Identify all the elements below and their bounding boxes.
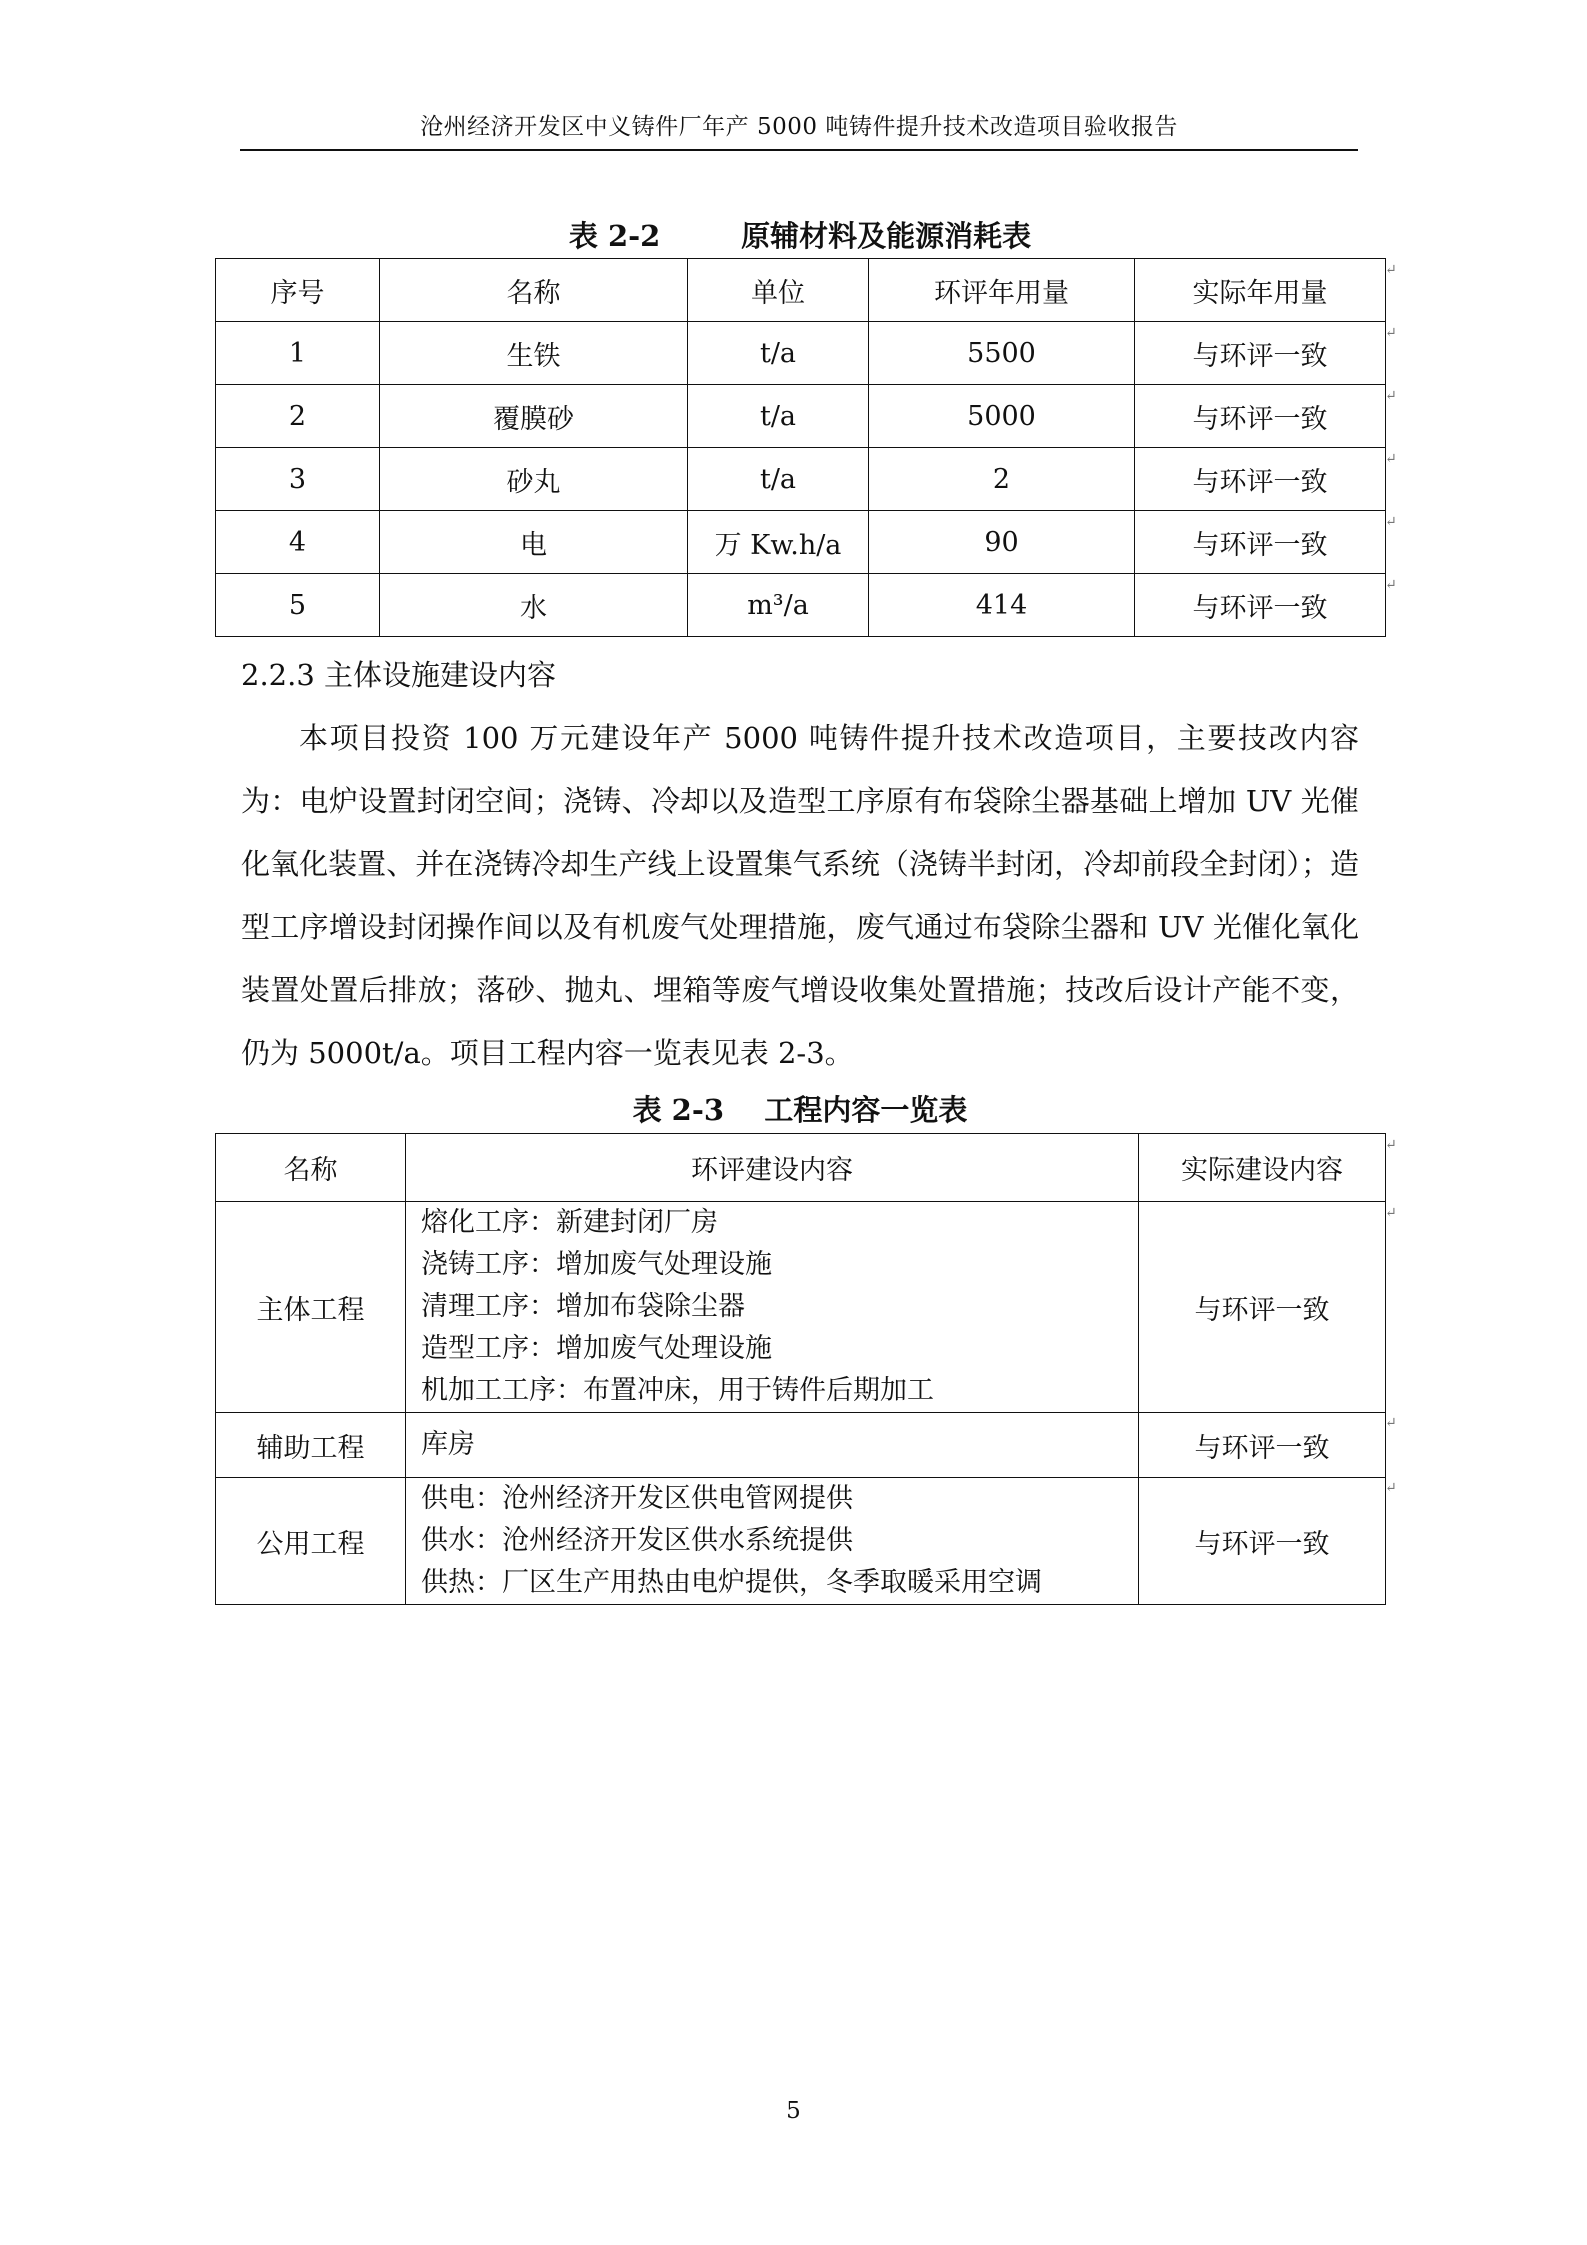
cell-planned: 5000 xyxy=(869,385,1135,448)
header-cell: 实际年用量 xyxy=(1135,259,1386,322)
cell-index: 5 xyxy=(216,574,380,637)
section-heading: 2.2.3 主体设施建设内容 xyxy=(241,658,557,692)
paragraph-mark-icon: ↵ xyxy=(1385,325,1397,341)
paragraph-mark-icon: ↵ xyxy=(1385,577,1397,593)
cell-planned: 5500 xyxy=(869,322,1135,385)
content-line: 造型工序：增加废气处理设施 xyxy=(421,1333,772,1364)
content-line: 清理工序：增加布袋除尘器 xyxy=(421,1291,745,1322)
content-line: 供电：沧州经济开发区供电管网提供 xyxy=(421,1483,853,1514)
table-row xyxy=(216,511,1386,574)
content-line: 浇铸工序：增加废气处理设施 xyxy=(421,1249,772,1280)
table-row xyxy=(216,574,1386,637)
paragraph-mark-icon: ↵ xyxy=(1385,388,1397,404)
material-energy-table xyxy=(215,258,1386,637)
paragraph-mark-icon: ↵ xyxy=(1385,1415,1397,1431)
cell-planned-content xyxy=(406,1413,1139,1478)
cell-planned: 2 xyxy=(869,448,1135,511)
cell-index: 3 xyxy=(216,448,380,511)
cell-unit: t/a xyxy=(688,448,869,511)
table-2-2-caption: 表 2-2 原辅材料及能源消耗表 xyxy=(568,219,1032,253)
cell-index: 2 xyxy=(216,385,380,448)
paragraph-mark-icon: ↵ xyxy=(1385,1137,1397,1153)
cell-actual-content: 与环评一致 xyxy=(1139,1413,1386,1478)
table-row xyxy=(216,1478,1386,1605)
page-header: 沧州经济开发区中义铸件厂年产 5000 吨铸件提升技术改造项目验收报告 xyxy=(420,114,1178,140)
cell-project-name: 主体工程 xyxy=(216,1202,406,1413)
project-content-table xyxy=(215,1133,1386,1605)
header-cell: 实际建设内容 xyxy=(1139,1134,1386,1202)
page-number: 5 xyxy=(786,2098,801,2124)
content-line: 熔化工序：新建封闭厂房 xyxy=(421,1207,718,1238)
content-line: 供水：沧州经济开发区供水系统提供 xyxy=(421,1525,853,1556)
header-rule xyxy=(240,149,1358,151)
cell-planned: 414 xyxy=(869,574,1135,637)
cell-unit: 万 Kw.h/a xyxy=(688,511,869,574)
table-header-row xyxy=(216,1134,1386,1202)
cell-actual: 与环评一致 xyxy=(1135,322,1386,385)
paragraph-mark-icon: ↵ xyxy=(1385,1480,1397,1496)
cell-actual-content: 与环评一致 xyxy=(1139,1478,1386,1605)
cell-actual: 与环评一致 xyxy=(1135,385,1386,448)
cell-unit: t/a xyxy=(688,385,869,448)
content-line: 库房 xyxy=(421,1429,475,1460)
cell-name: 水 xyxy=(380,574,688,637)
header-cell: 名称 xyxy=(216,1134,406,1202)
cell-index: 1 xyxy=(216,322,380,385)
cell-name: 生铁 xyxy=(380,322,688,385)
header-cell: 名称 xyxy=(380,259,688,322)
cell-name: 覆膜砂 xyxy=(380,385,688,448)
cell-project-name: 公用工程 xyxy=(216,1478,406,1605)
cell-index: 4 xyxy=(216,511,380,574)
table-header-row xyxy=(216,259,1386,322)
header-cell: 序号 xyxy=(216,259,380,322)
cell-actual: 与环评一致 xyxy=(1135,511,1386,574)
cell-planned-content xyxy=(406,1202,1139,1413)
header-cell: 单位 xyxy=(688,259,869,322)
table-row xyxy=(216,322,1386,385)
cell-actual: 与环评一致 xyxy=(1135,574,1386,637)
paragraph-mark-icon: ↵ xyxy=(1385,514,1397,530)
cell-planned-content xyxy=(406,1478,1139,1605)
table-row xyxy=(216,385,1386,448)
content-line: 供热：厂区生产用热由电炉提供，冬季取暖采用空调 xyxy=(421,1567,1042,1598)
table-row xyxy=(216,448,1386,511)
table-row xyxy=(216,1413,1386,1478)
table-2-3-caption: 表 2-3 工程内容一览表 xyxy=(632,1093,968,1127)
body-paragraph: 本项目投资 100 万元建设年产 5000 吨铸件提升技术改造项目，主要技改内容为：电炉设置封闭空间；浇铸、冷却以及造型工序原有布袋除尘器基础上增加 UV 光催化氧化装置、并在浇铸冷却生产线上设置集气系统（浇铸半封闭，冷却前段全封闭）；造型工序增设封闭操作间以及有机废气处理措施，废气通过布袋除尘器和 UV 光催化氧化装置处置后排放；落砂、抛丸、埋箱等废气增设收集处置措施；技改后设计产能不变，仍为 5000t/a。项目工程内容一览表见表 2-3。 xyxy=(241,721,1359,1070)
cell-name: 砂丸 xyxy=(380,448,688,511)
paragraph-mark-icon: ↵ xyxy=(1385,262,1397,278)
cell-unit: m³/a xyxy=(688,574,869,637)
cell-planned: 90 xyxy=(869,511,1135,574)
paragraph-mark-icon: ↵ xyxy=(1385,1205,1397,1221)
cell-project-name: 辅助工程 xyxy=(216,1413,406,1478)
header-cell: 环评建设内容 xyxy=(406,1134,1139,1202)
cell-actual-content: 与环评一致 xyxy=(1139,1202,1386,1413)
paragraph-mark-icon: ↵ xyxy=(1385,451,1397,467)
cell-unit: t/a xyxy=(688,322,869,385)
table-row xyxy=(216,1202,1386,1413)
cell-name: 电 xyxy=(380,511,688,574)
content-line: 机加工工序：布置冲床，用于铸件后期加工 xyxy=(421,1375,934,1406)
cell-actual: 与环评一致 xyxy=(1135,448,1386,511)
header-cell: 环评年用量 xyxy=(869,259,1135,322)
